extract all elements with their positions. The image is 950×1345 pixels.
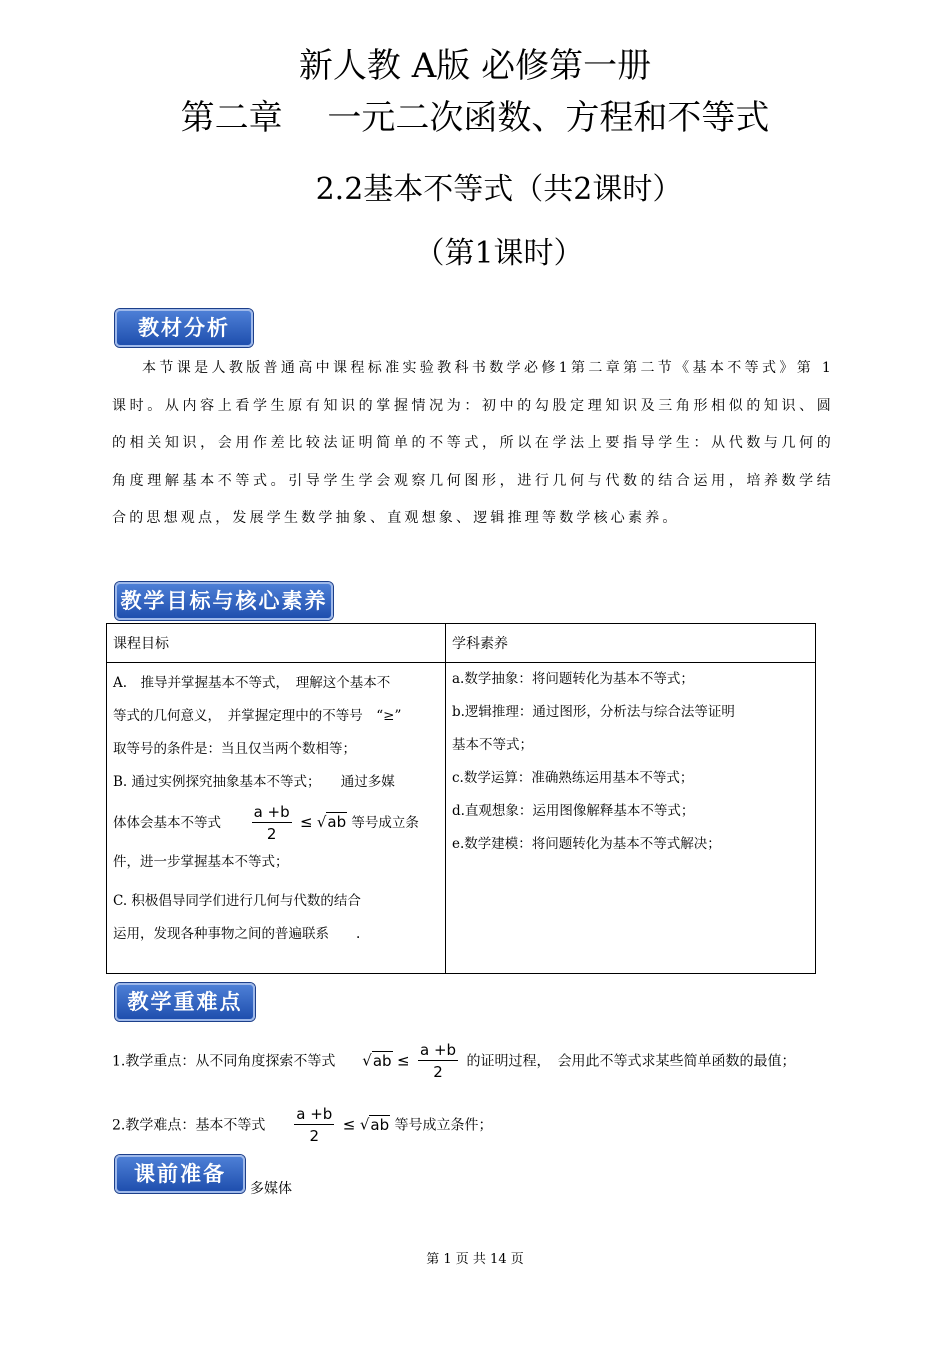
difficulty-radicand: ab [370, 1115, 390, 1134]
analysis-badge: 教材分析 [115, 309, 253, 347]
difficulty-denominator: 2 [309, 1127, 320, 1145]
focus-prefix: 1.教学重点：从不同角度探索不等式 [112, 1053, 336, 1070]
literacy-b-cont: 基本不等式； [452, 737, 533, 753]
goal-c-line1: C. 积极倡导同学们进行几何与代数的结合 [113, 893, 361, 909]
analysis-paragraph [112, 350, 834, 538]
focus-line [112, 1040, 796, 1083]
preparation-badge: 课前准备 [115, 1155, 245, 1193]
fraction-numerator: a +b [253, 803, 290, 821]
difficulty-sqrt-ab: √ab [359, 1115, 390, 1134]
focus-sqrt-ab: √ab [362, 1051, 392, 1070]
section-title: 2.2基本不等式（共2课时） [315, 172, 683, 207]
literacy-c: c.数学运算：准确熟练运用基本不等式； [452, 770, 694, 786]
focus-suffix: 的证明过程， 会用此不等式求某些简单函数的最值； [466, 1053, 796, 1070]
difficulty-fraction [294, 1104, 334, 1147]
page-footer: 第 1 页 共 14 页 [426, 1252, 524, 1267]
focus-denominator: 2 [433, 1063, 443, 1081]
goal-c-line2: 运用，发现各种事物之间的普遍联系 . [113, 926, 361, 942]
goal-b-line1: B. 通过实例探究抽象基本不等式； 通过多媒 [113, 774, 395, 790]
goal-b-line3: 件，进一步掌握基本不等式； [113, 854, 289, 870]
literacy-cell [446, 663, 816, 974]
difficulty-suffix: 等号成立条件； [394, 1117, 493, 1134]
goal-b-line2 [113, 799, 439, 846]
fraction-denominator: 2 [266, 825, 277, 843]
goal-a-line3: 取等号的条件是：当且仅当两个数相等； [113, 741, 356, 757]
chapter-title: 第二章 一元二次函数、方程和不等式 [180, 98, 770, 138]
goal-b-suffix: 等号成立条 [351, 815, 419, 831]
key-points-badge: 教学重难点 [115, 983, 255, 1021]
lesson-title: （第1课时） [414, 236, 584, 271]
literacy-b: b.逻辑推理：通过图形，分析法与综合法等证明 [452, 704, 735, 720]
goal-a-line2: 等式的几何意义， 并掌握定理中的不等号 “≥” [113, 708, 402, 724]
goals-cell [107, 663, 446, 974]
book-title: 新人教 A版 必修第一册 [298, 46, 652, 86]
literacy-e: e.数学建模：将问题转化为基本不等式解决； [452, 836, 721, 852]
mean-fraction [252, 802, 292, 845]
literacy-a: a.数学抽象：将问题转化为基本不等式； [452, 671, 694, 687]
difficulty-numerator: a +b [296, 1105, 333, 1123]
literacy-d: d.直观想象：运用图像解释基本不等式； [452, 803, 695, 819]
goal-a-line1: A. 推导并掌握基本不等式， 理解这个基本不 [113, 675, 391, 691]
analysis-text: 本节课是人教版普通高中课程标准实验教科书数学必修1第二章第二节《基本不等式》第 1课时。从内容上看学生原有知识的掌握情况为：初中的勾股定理知识及三角形相似的知识、圆的相关知识，会用作差比较法证明简单的不等式，所以在学法上要指导学生：从代数与几何的角度理解基本不等式。引导学生学会观察几何图形，进行几何与代数的结合运用，培养数学结合的思想观点，发展学生数学抽象、直观想象、逻辑推理等数学核心素养。 [112, 360, 834, 526]
literacy-col-header: 学科素养 [446, 624, 816, 663]
difficulty-line [112, 1104, 493, 1147]
focus-numerator: a +b [420, 1041, 457, 1059]
preparation-text: 多媒体 [250, 1181, 292, 1197]
focus-radicand: ab [372, 1051, 392, 1070]
focus-leq-sign: ≤ [397, 1051, 410, 1070]
goals-badge: 教学目标与核心素养 [115, 582, 333, 620]
difficulty-leq-sign: ≤ [342, 1115, 356, 1134]
radicand: ab [327, 813, 347, 831]
sqrt-ab: √ab [316, 813, 347, 831]
goal-b-prefix: 体体会基本不等式 [113, 815, 221, 831]
leq-sign: ≤ [299, 813, 313, 831]
goals-table [106, 623, 816, 974]
goals-col-header: 课程目标 [107, 624, 446, 663]
difficulty-prefix: 2.教学难点：基本不等式 [112, 1117, 266, 1134]
focus-fraction [418, 1040, 458, 1083]
